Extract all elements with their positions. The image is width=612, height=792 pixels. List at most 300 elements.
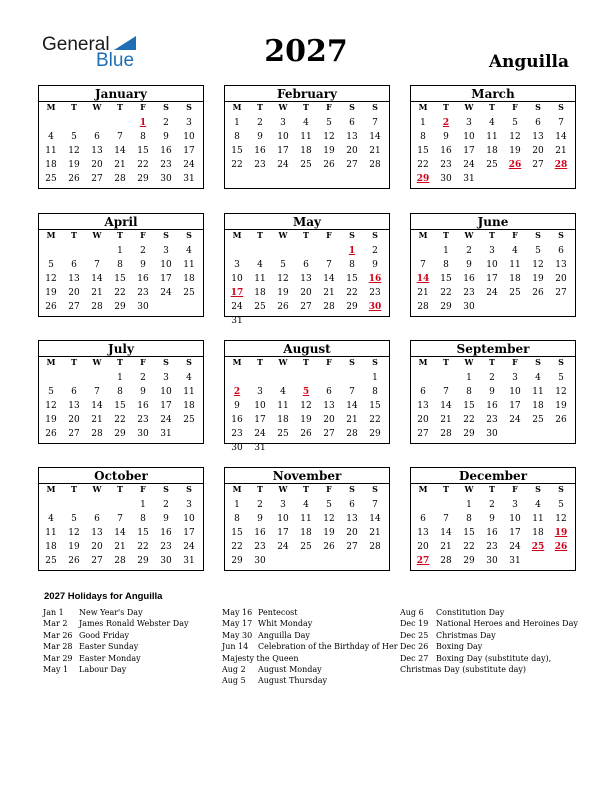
day-cell: 15: [440, 273, 452, 284]
weekday-label: S: [163, 357, 169, 367]
month-name: November: [272, 469, 342, 483]
day-cell: 7: [443, 386, 449, 397]
day-cell: 29: [463, 555, 475, 566]
day-cell: 19: [323, 527, 335, 538]
weekday-label: W: [92, 102, 102, 112]
day-cell: 7: [420, 259, 426, 270]
weekday-label: T: [489, 357, 495, 367]
day-cell: 13: [68, 400, 80, 411]
day-cell: 21: [114, 541, 126, 552]
day-cell: 23: [231, 428, 243, 439]
day-cell: 26: [45, 301, 57, 312]
day-cell: 26: [68, 173, 80, 184]
day-cell: 16: [440, 145, 452, 156]
day-cell: 25: [532, 414, 544, 425]
day-cell: 12: [555, 386, 567, 397]
weekday-label: T: [257, 484, 263, 494]
day-cell: 30: [160, 173, 172, 184]
day-cell: 9: [257, 131, 263, 142]
day-cell: 1: [372, 373, 378, 383]
day-cell: 17: [183, 527, 195, 538]
day-cell: 27: [417, 428, 429, 439]
day-cell: 4: [489, 118, 495, 128]
day-cell: 16: [160, 145, 172, 156]
day-cell: 6: [420, 386, 426, 397]
day-cell: 22: [231, 541, 243, 552]
day-cell: 20: [532, 145, 544, 156]
day-cell: 17: [486, 273, 498, 284]
weekday-label: T: [303, 102, 309, 112]
day-cell: 13: [532, 131, 544, 142]
day-cell: 10: [486, 259, 498, 270]
day-cell: 7: [372, 118, 378, 128]
month-name: August: [283, 342, 331, 356]
day-cell: 2: [163, 500, 169, 510]
day-cell: 27: [91, 555, 103, 566]
day-cell: 18: [300, 145, 312, 156]
weekday-label: S: [163, 484, 169, 494]
day-cell: 3: [512, 500, 518, 510]
day-cell: 12: [68, 527, 80, 538]
day-cell: 9: [163, 131, 169, 142]
day-cell: 7: [326, 259, 332, 270]
day-cell: 11: [277, 400, 289, 411]
day-cell: 5: [535, 246, 541, 256]
day-cell: 18: [183, 273, 195, 284]
day-cell: 21: [417, 287, 429, 298]
day-cell: 15: [231, 527, 243, 538]
holiday-name: Good Friday: [79, 630, 130, 640]
day-cell: 14: [323, 273, 335, 284]
day-cell: 4: [186, 246, 192, 256]
day-cell: 5: [512, 118, 518, 128]
holiday-day-cell: 25: [531, 541, 545, 552]
holiday-row: [43, 653, 215, 664]
day-cell: 12: [45, 400, 57, 411]
weekday-label: F: [140, 357, 146, 367]
day-cell: 29: [114, 301, 126, 312]
month-april: [38, 213, 204, 317]
day-cell: 29: [440, 301, 452, 312]
day-cell: 23: [160, 159, 172, 170]
day-cell: 3: [466, 118, 472, 128]
day-cell: 9: [140, 259, 146, 270]
weekday-label: F: [326, 102, 332, 112]
day-cell: 24: [509, 414, 521, 425]
day-cell: 22: [114, 287, 126, 298]
day-cell: 8: [466, 386, 472, 397]
day-cell: 30: [463, 301, 475, 312]
day-cell: 14: [440, 527, 452, 538]
day-cell: 22: [114, 414, 126, 425]
holiday-day-cell: 28: [554, 159, 568, 170]
day-cell: 5: [558, 500, 564, 510]
holiday-day-cell: 1: [139, 118, 147, 128]
day-cell: 28: [346, 428, 358, 439]
day-cell: 21: [114, 159, 126, 170]
day-cell: 22: [463, 541, 475, 552]
day-cell: 23: [254, 541, 266, 552]
day-cell: 23: [369, 287, 381, 298]
day-cell: 20: [555, 273, 567, 284]
day-cell: 25: [45, 555, 57, 566]
day-cell: 14: [91, 400, 103, 411]
day-cell: 21: [440, 541, 452, 552]
holiday-day-cell: 26: [508, 159, 522, 170]
day-cell: 21: [323, 287, 335, 298]
day-cell: 26: [323, 541, 335, 552]
day-cell: 13: [346, 513, 358, 524]
day-cell: 18: [509, 273, 521, 284]
weekday-label: T: [443, 484, 449, 494]
weekday-label: T: [257, 230, 263, 240]
logo-text-blue: Blue: [96, 50, 135, 71]
day-cell: 11: [254, 273, 266, 284]
day-cell: 4: [48, 513, 54, 524]
day-cell: 17: [277, 527, 289, 538]
weekday-label: F: [512, 102, 518, 112]
day-cell: 7: [558, 118, 564, 128]
day-cell: 8: [117, 386, 123, 397]
day-cell: 7: [372, 500, 378, 510]
day-cell: 25: [254, 301, 266, 312]
weekday-label: T: [257, 357, 263, 367]
day-cell: 8: [117, 259, 123, 270]
holidays-title: 2027 Holidays for Anguilla: [44, 591, 163, 602]
day-cell: 17: [463, 145, 475, 156]
day-cell: 13: [68, 273, 80, 284]
day-cell: 21: [555, 145, 567, 156]
day-cell: 22: [369, 414, 381, 425]
weekday-label: F: [326, 484, 332, 494]
day-cell: 2: [140, 246, 146, 256]
weekday-label: S: [163, 102, 169, 112]
holiday-row: [222, 607, 394, 618]
day-cell: 11: [300, 131, 312, 142]
day-cell: 6: [94, 131, 100, 142]
weekday-label: F: [512, 357, 518, 367]
holiday-row: [400, 618, 578, 629]
day-cell: 26: [532, 287, 544, 298]
day-cell: 2: [257, 118, 263, 128]
weekday-label: S: [186, 484, 192, 494]
weekday-label: W: [92, 484, 102, 494]
day-cell: 16: [486, 527, 498, 538]
weekday-label: S: [535, 484, 541, 494]
day-cell: 28: [323, 301, 335, 312]
day-cell: 25: [300, 159, 312, 170]
day-cell: 25: [277, 428, 289, 439]
month-name: June: [477, 215, 509, 229]
day-cell: 23: [463, 287, 475, 298]
day-cell: 22: [417, 159, 429, 170]
holiday-day-cell: 16: [368, 273, 382, 284]
day-cell: 29: [346, 301, 358, 312]
day-cell: 9: [466, 259, 472, 270]
day-cell: 15: [369, 400, 381, 411]
day-cell: 3: [257, 386, 263, 397]
weekday-label: S: [372, 102, 378, 112]
weekday-label: F: [140, 230, 146, 240]
weekday-label: M: [232, 357, 242, 367]
weekday-label: W: [92, 230, 102, 240]
weekday-label: W: [464, 230, 474, 240]
holiday-name: Boxing Day: [436, 642, 483, 652]
month-october: [38, 467, 204, 571]
day-cell: 8: [443, 259, 449, 270]
day-cell: 15: [114, 273, 126, 284]
day-cell: 23: [254, 159, 266, 170]
day-cell: 6: [535, 118, 541, 128]
day-cell: 11: [183, 386, 195, 397]
month-name: May: [292, 215, 322, 229]
day-cell: 24: [183, 541, 195, 552]
day-cell: 17: [160, 273, 172, 284]
holiday-day-cell: 14: [416, 273, 430, 284]
holiday-name: Celebration of the Birthday of Her: [258, 642, 398, 652]
weekday-label: S: [349, 484, 355, 494]
day-cell: 12: [68, 145, 80, 156]
holiday-name: August Monday: [258, 664, 322, 674]
holiday-name: James Ronald Webster Day: [79, 619, 189, 629]
day-cell: 24: [231, 301, 243, 312]
weekday-label: T: [443, 230, 449, 240]
day-cell: 3: [234, 259, 240, 270]
day-cell: 30: [231, 442, 243, 453]
day-cell: 4: [535, 500, 541, 510]
day-cell: 24: [486, 287, 498, 298]
holiday-day-cell: 1: [348, 246, 356, 256]
day-cell: 13: [300, 273, 312, 284]
day-cell: 20: [68, 414, 80, 425]
day-cell: 17: [160, 400, 172, 411]
holiday-date: Aug 6: [400, 608, 424, 617]
day-cell: 1: [234, 118, 240, 128]
day-cell: 16: [137, 400, 149, 411]
day-cell: 2: [489, 373, 495, 383]
day-cell: 23: [137, 414, 149, 425]
day-cell: 13: [555, 259, 567, 270]
weekday-label: S: [558, 230, 564, 240]
weekday-label: S: [186, 102, 192, 112]
day-cell: 18: [45, 541, 57, 552]
day-cell: 28: [114, 173, 126, 184]
day-cell: 16: [137, 273, 149, 284]
month-may: [224, 213, 390, 326]
day-cell: 2: [489, 500, 495, 510]
day-cell: 10: [160, 259, 172, 270]
day-cell: 6: [420, 513, 426, 524]
holiday-row: [222, 664, 394, 675]
holiday-name: August Thursday: [258, 676, 328, 686]
holiday-row: [43, 664, 215, 675]
day-cell: 2: [466, 246, 472, 256]
day-cell: 3: [163, 246, 169, 256]
day-cell: 19: [300, 414, 312, 425]
day-cell: 7: [94, 259, 100, 270]
day-cell: 5: [558, 373, 564, 383]
weekday-label: S: [535, 357, 541, 367]
weekday-label: S: [163, 230, 169, 240]
day-cell: 24: [277, 541, 289, 552]
day-cell: 10: [509, 513, 521, 524]
day-cell: 14: [91, 273, 103, 284]
weekday-label: S: [558, 357, 564, 367]
weekday-label: W: [278, 230, 288, 240]
day-cell: 19: [323, 145, 335, 156]
day-cell: 10: [183, 513, 195, 524]
holiday-day-cell: 17: [230, 287, 244, 298]
day-cell: 9: [372, 259, 378, 270]
weekday-label: S: [372, 357, 378, 367]
day-cell: 15: [114, 400, 126, 411]
day-cell: 15: [137, 145, 149, 156]
holiday-name-continued: Christmas Day (substitute day): [400, 664, 526, 674]
day-cell: 23: [137, 287, 149, 298]
day-cell: 18: [532, 527, 544, 538]
weekday-label: T: [71, 102, 77, 112]
day-cell: 3: [489, 246, 495, 256]
day-cell: 16: [231, 414, 243, 425]
day-cell: 10: [183, 131, 195, 142]
day-cell: 12: [323, 131, 335, 142]
day-cell: 25: [300, 541, 312, 552]
day-cell: 13: [91, 145, 103, 156]
month-name: October: [94, 469, 148, 483]
holiday-date: May 30: [222, 630, 253, 640]
day-cell: 10: [277, 131, 289, 142]
weekday-label: S: [186, 357, 192, 367]
day-cell: 28: [369, 159, 381, 170]
day-cell: 24: [463, 159, 475, 170]
day-cell: 19: [68, 541, 80, 552]
weekday-label: F: [140, 484, 146, 494]
month-july: [38, 340, 204, 444]
day-cell: 19: [555, 400, 567, 411]
day-cell: 27: [68, 428, 80, 439]
holiday-day-cell: 2: [233, 386, 241, 397]
day-cell: 27: [91, 173, 103, 184]
day-cell: 19: [277, 287, 289, 298]
day-cell: 30: [486, 555, 498, 566]
weekday-label: S: [349, 357, 355, 367]
day-cell: 13: [91, 527, 103, 538]
weekday-label: M: [232, 484, 242, 494]
day-cell: 4: [48, 131, 54, 142]
holiday-row: [43, 607, 215, 618]
calendar-year: 2027: [264, 34, 348, 69]
day-cell: 17: [277, 145, 289, 156]
day-cell: 16: [463, 273, 475, 284]
day-cell: 6: [71, 386, 77, 397]
day-cell: 6: [326, 386, 332, 397]
day-cell: 3: [280, 118, 286, 128]
weekday-label: T: [443, 102, 449, 112]
holiday-day-cell: 2: [442, 118, 450, 128]
holiday-date: Aug 5: [222, 676, 246, 686]
weekday-label: M: [418, 102, 428, 112]
day-cell: 30: [486, 428, 498, 439]
day-cell: 16: [254, 527, 266, 538]
holiday-name: Constitution Day: [436, 608, 505, 617]
holiday-row: [222, 618, 394, 629]
day-cell: 9: [489, 386, 495, 397]
weekday-label: F: [140, 102, 146, 112]
day-cell: 28: [440, 555, 452, 566]
day-cell: 23: [440, 159, 452, 170]
holiday-row: [400, 607, 572, 618]
day-cell: 20: [91, 159, 103, 170]
holiday-row: [43, 618, 215, 629]
day-cell: 14: [346, 400, 358, 411]
weekday-label: T: [117, 102, 123, 112]
day-cell: 12: [509, 131, 521, 142]
holiday-date: May 1: [43, 664, 69, 674]
day-cell: 18: [300, 527, 312, 538]
day-cell: 6: [349, 118, 355, 128]
day-cell: 14: [369, 131, 381, 142]
weekday-label: T: [71, 230, 77, 240]
month-name: January: [95, 87, 147, 101]
day-cell: 31: [463, 173, 475, 184]
day-cell: 20: [91, 541, 103, 552]
month-march: [410, 85, 576, 189]
day-cell: 8: [372, 386, 378, 397]
holiday-day-cell: 5: [302, 386, 310, 397]
day-cell: 27: [346, 541, 358, 552]
day-cell: 28: [91, 428, 103, 439]
country-name: Anguilla: [488, 52, 569, 72]
day-cell: 12: [555, 513, 567, 524]
day-cell: 9: [163, 513, 169, 524]
weekday-label: S: [558, 484, 564, 494]
day-cell: 1: [420, 118, 426, 128]
day-cell: 14: [440, 400, 452, 411]
day-cell: 8: [349, 259, 355, 270]
weekday-label: S: [535, 230, 541, 240]
day-cell: 24: [277, 159, 289, 170]
day-cell: 15: [231, 145, 243, 156]
day-cell: 10: [160, 386, 172, 397]
day-cell: 17: [509, 527, 521, 538]
day-cell: 6: [94, 513, 100, 524]
day-cell: 27: [555, 287, 567, 298]
day-cell: 4: [512, 246, 518, 256]
holiday-date: Dec 19: [400, 619, 429, 629]
day-cell: 24: [160, 287, 172, 298]
day-cell: 22: [137, 541, 149, 552]
holiday-date: Dec 27: [400, 653, 429, 663]
day-cell: 7: [117, 131, 123, 142]
day-cell: 24: [254, 428, 266, 439]
weekday-label: T: [117, 357, 123, 367]
holiday-date: Jun 14: [222, 642, 249, 652]
day-cell: 1: [140, 500, 146, 510]
day-cell: 21: [369, 145, 381, 156]
holiday-name: Easter Monday: [79, 653, 141, 663]
holiday-date: Jan 1: [43, 608, 64, 617]
day-cell: 7: [349, 386, 355, 397]
day-cell: 26: [45, 428, 57, 439]
day-cell: 21: [91, 414, 103, 425]
day-cell: 10: [277, 513, 289, 524]
day-cell: 1: [466, 373, 472, 383]
day-cell: 20: [346, 145, 358, 156]
weekday-label: W: [278, 484, 288, 494]
day-cell: 5: [48, 259, 54, 270]
holiday-date: Mar 28: [43, 642, 73, 652]
logo-text-general: General: [42, 34, 110, 55]
